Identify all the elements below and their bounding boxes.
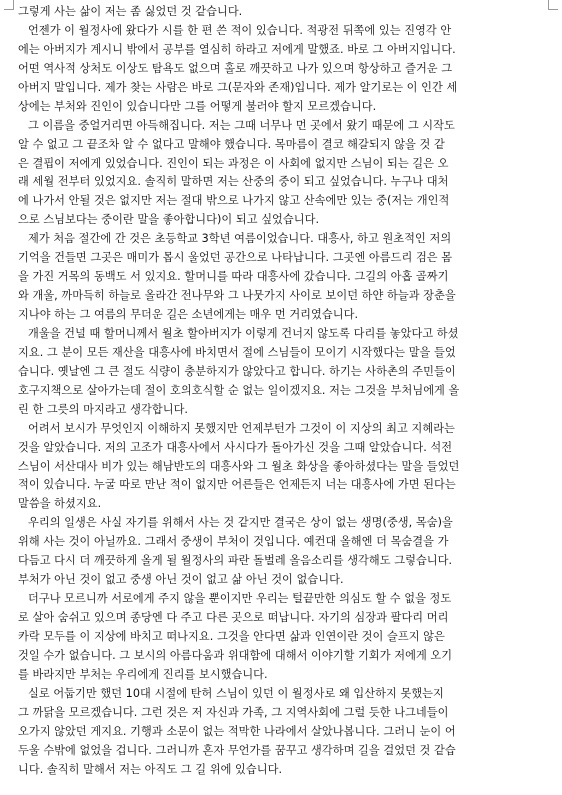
- text-line: 것을 알았습니다. 저의 고조가 대흥사에서 사시다가 돌아가신 것을 그때 알았습니다. 석전: [18, 440, 453, 454]
- text-line: 어려서 보시가 무엇인지 이해하지 못했지만 언제부턴가 그것이 이 지상의 최고 지혜라는: [28, 421, 455, 435]
- text-line: 로 살아 숨쉬고 있으며 종당엔 다 주고 다른 곳으로 떠납니다. 자기의 심장과 팔다리 머리: [18, 611, 449, 624]
- text-line: 카락 모두를 이 지상에 바치고 떠나지요. 그것을 안다면 삶과 인연이란 것이 슬프지 않은: [18, 629, 445, 643]
- text-line: 언젠가 이 월정사에 왔다가 시를 한 편 쓴 적이 있습니다. 적광전 뒤쪽에 있는 진영각 안: [28, 23, 452, 37]
- text-line: 오가지 않았던 게지요. 기행과 소문이 없는 적막한 나라에서 살았나봅니다. 그러니 눈이 어: [18, 724, 456, 738]
- text-line: 다듬고 다시 더 깨끗하게 올게 될 월정사의 파란 돌벌레 올음소리를 생각해도 그렇습니다.: [18, 554, 453, 568]
- text-line: 니다. 솔직히 말해서 저는 아직도 그 길 위에 있습니다.: [18, 762, 283, 776]
- text-line: 적이 있습니다. 누굴 따로 만난 적이 없지만 어른들은 언제든지 너는 대흥사에 가면 된다는: [18, 478, 456, 492]
- left-margin-marker: [4, 0, 14, 10]
- text-line: 에 나가서 안될 것은 없지만 저는 절대 밖으로 나가지 않고 산속에만 있는 중(저는 개인적: [18, 194, 450, 208]
- text-line: 을 가진 거목의 동백도 서 있지요. 할머니를 따라 대흥사에 갔습니다. 그길의 아홉 골짜기: [18, 270, 449, 284]
- text-line: 기억을 건들면 그곳은 매미가 몹시 울었던 공간으로 나타납니다. 그곳엔 아름드리 검은 몸: [18, 251, 453, 265]
- text-line: 실로 어둡기만 했던 10대 시절에 탄허 스님이 있던 이 월정사로 왜 입산하지 못했는지: [28, 686, 444, 700]
- text-line: 그 까닭을 모르겠습니다. 그런 것은 저 자신과 가족, 그 지역사회에 그럴 듯한 나그네들이: [18, 705, 449, 719]
- text-line: 것일 수가 없습니다. 그 보시의 아름다움과 위대함에 대해서 이야기할 기회가 저에게 오기: [18, 648, 453, 662]
- document-body[interactable]: [18, 3, 547, 779]
- text-line: 상에는 부처와 진인이 있습니다만 그를 어떻게 불러야 할지 모르겠습니다.: [18, 99, 377, 113]
- text-line: 호구지책으로 살아가는데 절이 호의호식할 순 없는 일이겠지요. 저는 그것을 부처님에게 올: [18, 383, 460, 397]
- text-line: 스님이 서산대사 비가 있는 해남반도의 대흥사와 그 월초 화상을 좋아하셨다는 말을 들었던: [18, 459, 460, 473]
- text-line: 래 세월 전부터 있었지요. 솔직히 말하면 저는 산중의 중이 되고 싶었습니다. 누구나 대처: [18, 175, 449, 189]
- text-line: 우리의 일생은 사실 자기를 위해서 사는 것 같지만 결국은 상이 없는 생명(중생, 목숨)을: [28, 516, 453, 530]
- text-line: 에는 아버지가 계시니 밖에서 공부를 열심히 하라고 저에게 말했죠. 바로 그 아버지입니다.: [18, 42, 456, 56]
- text-line: 은 결핍이 저에게 있었습니다. 진인이 되는 과정은 이 사회에 없지만 스님이 되는 길은 오: [18, 156, 449, 170]
- text-line: 그렇게 사는 삶이 저는 좀 싫었던 것 같습니다.: [18, 5, 243, 18]
- text-line: 으로 스님보다는 중이란 말을 좋아합니다)이 되고 싶었습니다.: [18, 213, 320, 227]
- text-line: 지요. 그 분이 모든 재산을 대흥사에 바치면서 절에 스님들이 모이기 시작했다는 말을 들었: [18, 345, 456, 359]
- text-line: 개울을 건널 때 할머니께서 월초 할아버지가 이렇게 건너지 않도록 다리를 놓았다고 하셨: [28, 326, 459, 340]
- text-line: 제가 처음 절간에 간 것은 초등학교 3학년 여름이었습니다. 대흥사, 하고 원초적인 저의: [28, 232, 452, 246]
- text-line: 어떤 역사적 상처도 이상도 탐욕도 없으며 홀로 깨끗하고 나가 있으며 항상하고 즐거운 그: [18, 61, 453, 75]
- text-line: 두울 수밖에 없었을 겁니다. 그러니까 혼자 무언가를 꿈꾸고 생각하며 길을 걸었던 것 같습: [18, 743, 456, 757]
- text-line: 습니다. 옛날엔 그 큰 절도 식량이 충분하지가 않았다고 합니다. 하기는 사하촌의 주민들이: [18, 364, 456, 378]
- text-line: 를 바라지만 부처는 우리에게 진리를 보시했습니다.: [18, 667, 268, 681]
- text-line: 부처가 아닌 것이 없고 중생 아닌 것이 없고 삶 아닌 것이 없습니다.: [18, 573, 344, 587]
- text-line: 지나야 하는 그 여름의 무더운 길은 소년에게는 매우 먼 거리였습니다.: [18, 308, 359, 321]
- text-line: 더구나 모르니까 서로에게 주지 않을 뿐이지만 우리는 털끝만한 의심도 할 수 없을 정도: [28, 592, 452, 606]
- right-margin-marker: [548, 0, 558, 10]
- text-line: 린 한 그릇의 마지라고 생각합니다.: [18, 402, 189, 416]
- text-line: 그 이름을 중얼거리면 아득해집니다. 저는 그때 너무나 먼 곳에서 왔기 때문에 그 시작도: [28, 118, 455, 132]
- text-line: 알 수 없고 그 끝조차 알 수 없다고 말해야 했습니다. 목마름이 결코 해갈되지 않을 것 같: [18, 137, 445, 151]
- text-line: 아버지 말입니다. 제가 찾는 사람은 바로 그(문자와 존재)입니다. 제가 알기로는 이 인간 세: [18, 80, 458, 94]
- text-line: 말씀을 하셨지요.: [18, 497, 102, 511]
- text-line: 위해 사는 것이 아닐까요. 그래서 중생이 부처이 것입니다. 예컨대 올해엔 더 목숨결을 가: [18, 535, 449, 549]
- text-line: 와 개울, 까마득히 하늘로 올라간 전나무와 그 나뭇가지 사이로 보이던 하얀 하늘과 장춘을: [18, 289, 456, 303]
